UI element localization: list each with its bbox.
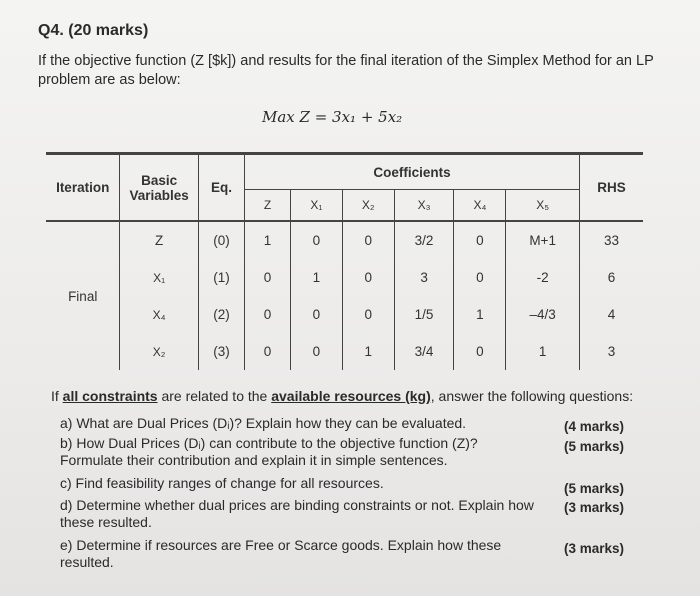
basic-variable: X₁ <box>120 259 198 296</box>
cell-x2: 0 <box>342 221 394 259</box>
col-x4: X₄ <box>454 190 506 222</box>
header-eq: Eq. <box>198 154 244 222</box>
cell-x2: 0 <box>342 296 394 333</box>
marks-c: (5 marks) <box>564 481 625 496</box>
question-part-b: b) How Dual Prices (Dᵢ) can contribute to the objective function (Z)? Formulate their contribution and explain it in simple sentences. <box>60 435 478 468</box>
cell-rhs: 33 <box>603 233 619 248</box>
cell-x1: 0 <box>290 333 342 370</box>
basic-variable: X₄ <box>120 296 198 333</box>
equation-number: (2) <box>198 296 244 333</box>
table-row <box>46 221 643 259</box>
col-z: Z <box>245 190 291 222</box>
iteration-label: Final <box>46 221 120 370</box>
cell-x4: 1 <box>454 296 506 333</box>
cell-z: 0 <box>245 259 291 296</box>
instructions-prefix: If <box>51 388 63 404</box>
cell-x3: 1/5 <box>394 296 454 333</box>
cell-x1: 1 <box>290 259 342 296</box>
equation-number: (3) <box>198 333 244 370</box>
header-rhs: RHS <box>579 154 643 222</box>
cell-rhs: 3 <box>607 344 616 359</box>
table-row <box>46 296 643 333</box>
question-title: Q4. (20 marks) <box>38 22 149 39</box>
table-row <box>46 333 643 370</box>
cell-x5: -2 <box>506 259 580 296</box>
simplex-table <box>46 152 643 370</box>
cell-x4: 0 <box>454 221 506 259</box>
cell-z: 1 <box>245 221 291 259</box>
cell-x2: 1 <box>342 333 394 370</box>
marks-b: (5 marks) <box>564 439 625 454</box>
constraints-term: all constraints <box>62 388 158 404</box>
marks-e: (3 marks) <box>564 541 625 556</box>
instructions-middle: are related to the <box>157 388 272 404</box>
cell-x3: 3/4 <box>394 333 454 370</box>
header-iteration: Iteration <box>46 154 120 222</box>
cell-z: 0 <box>245 333 291 370</box>
cell-x4: 0 <box>454 259 506 296</box>
marks-d: (3 marks) <box>564 500 625 515</box>
cell-x1: 0 <box>290 296 342 333</box>
cell-x4: 0 <box>454 333 506 370</box>
cell-x5: M+1 <box>506 221 580 259</box>
cell-z: 0 <box>245 296 291 333</box>
instructions-line <box>51 388 651 404</box>
marks-a: (4 marks) <box>564 419 625 434</box>
question-part-e: e) Determine if resources are Free or Scarce goods. Explain how these resulted. <box>60 537 502 570</box>
cell-x5: 1 <box>506 333 580 370</box>
cell-x3: 3 <box>394 259 454 296</box>
col-x2: X₂ <box>342 190 394 222</box>
basic-variable: X₂ <box>120 333 198 370</box>
question-part-c: c) Find feasibility ranges of change for all resources. <box>60 475 384 491</box>
col-x3: X₃ <box>394 190 454 222</box>
equation-number: (1) <box>198 259 244 296</box>
basic-variable: Z <box>120 221 198 259</box>
col-x1: X₁ <box>290 190 342 222</box>
objective-function: Max Z = 3x₁ + 5x₂ <box>262 108 403 126</box>
resources-term: available resources (kg) <box>271 388 431 404</box>
question-part-d: d) Determine whether dual prices are binding constraints or not. Explain how these resulted. <box>60 497 534 530</box>
question-intro: If the objective function (Z [$k]) and results for the final iteration of the Simplex Method for an LP problem are as below: <box>38 53 654 88</box>
cell-x5: –4/3 <box>506 296 580 333</box>
cell-rhs: 6 <box>607 270 616 285</box>
header-coefficients: Coefficients <box>245 154 580 190</box>
equation-number: (0) <box>198 221 244 259</box>
question-part-a: a) What are Dual Prices (Dᵢ)? Explain how they can be evaluated. <box>60 415 467 431</box>
cell-x2: 0 <box>342 259 394 296</box>
cell-x3: 3/2 <box>394 221 454 259</box>
table-row <box>46 259 643 296</box>
cell-rhs: 4 <box>607 307 616 322</box>
cell-x1: 0 <box>290 221 342 259</box>
instructions-suffix: , answer the following questions: <box>430 388 634 404</box>
col-x5: X₅ <box>506 190 580 222</box>
header-basic-variables: Basic Variables <box>120 154 198 222</box>
